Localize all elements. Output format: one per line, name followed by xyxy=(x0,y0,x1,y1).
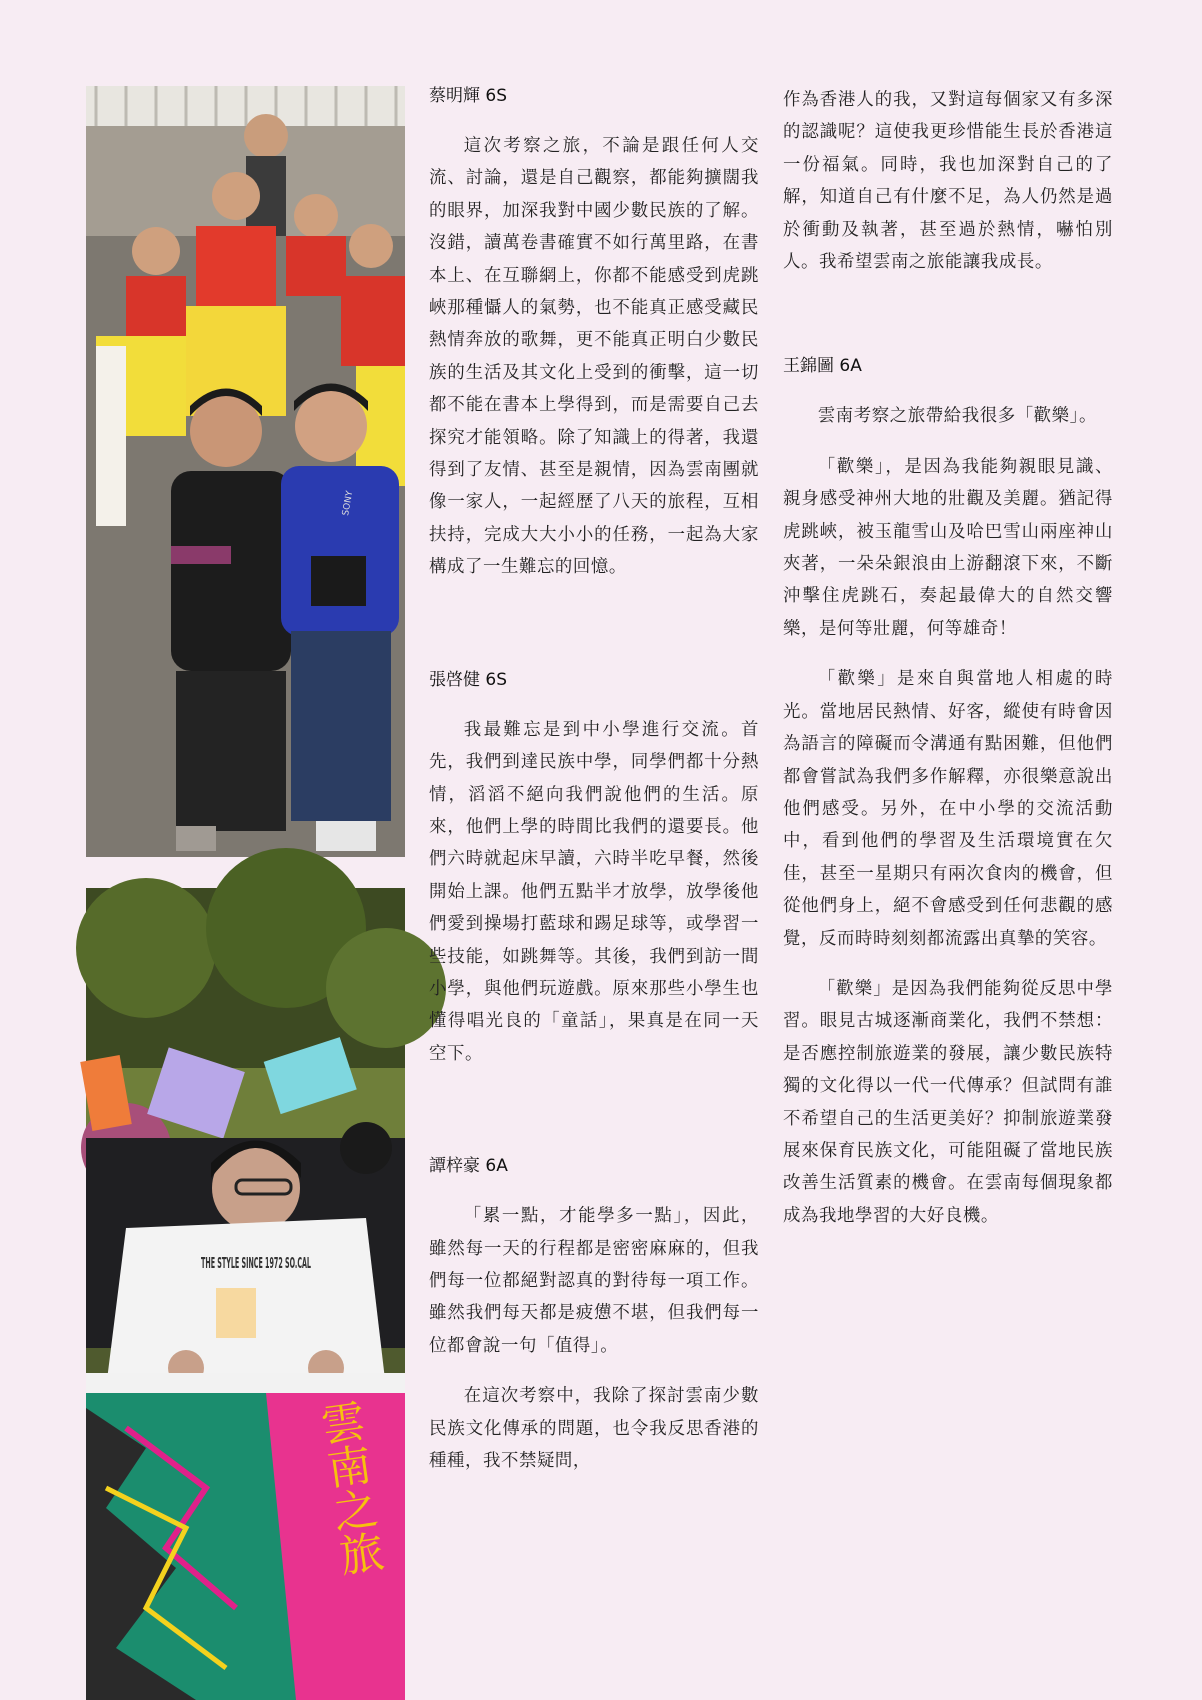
text-column-left xyxy=(429,84,759,1495)
essay-paragraph: 「歡樂」是因為我們能夠從反思中學習。眼見古城逐漸商業化，我們不禁想：是否應控制旅遊業的發展，讓少數民族特獨的文化得以一代一代傳承？但試問有誰不希望自己的生活更美好？抑制旅遊業發展來保育民族文化，可能阻礙了當地民族改善生活質素的機會。在雲南每個現象都成為我地學習的大好良機。 xyxy=(783,978,1113,1226)
essay-author: 譚梓豪 6A xyxy=(429,1156,508,1177)
camera-strap-text: SONY xyxy=(341,490,356,517)
photo-students-with-children xyxy=(86,86,405,857)
essay-paragraph: 「累一點，才能學多一點」，因此，雖然每一天的行程都是密密麻麻的，但我們每一位都絕對認真的對待每一項工作。雖然我們每天都是疲憊不堪，但我們每一位都會說一句「值得」。 xyxy=(429,1206,759,1356)
essay-paragraph: 「歡樂」是來自與當地人相處的時光。當地居民熱情、好客，縱使有時會因為語言的障礙而令溝通有點困難，但他們都會嘗試為我們多作解釋，亦很樂意說出他們感受。另外，在中小學的交流活動中，看到他們的學習及生活環境實在欠佳，甚至一星期只有兩次食肉的機會，但從他們身上，絕不會感受到任何悲觀的感覺，反而時時刻刻都流露出真摯的笑容。 xyxy=(783,669,1113,949)
essay-paragraph: 我最難忘是到中小學進行交流。首先，我們到達民族中學，同學們都十分熱情，滔滔不絕向我們說他們的生活。原來，他們上學的時間比我們的還要長。他們六時就起床早讀，六時半吃早餐，然後開始上課。他們五點半才放學，放學後他們愛到操場打藍球和踢足球等，或學習一些技能，如跳舞等。其後，我們到訪一間小學，與他們玩遊戲。原來那些小學生也懂得唱光良的「童話」，果真是在同一天空下。 xyxy=(429,719,759,1064)
essay-paragraph: 雲南考察之旅帶給我很多「歡樂」。 xyxy=(817,406,1097,427)
text-column-right xyxy=(783,84,1113,1250)
photo-student-with-banner xyxy=(86,888,405,1700)
essay-paragraph: 這次考察之旅，不論是跟任何人交流、討論，還是自己觀察，都能夠擴闊我的眼界，加深我對中國少數民族的了解。沒錯，讀萬卷書確實不如行萬里路，在書本上、在互聯網上，你都不能感受到虎跳峽那種懾人的氣勢，也不能真正感受藏民熱情奔放的歌舞，更不能真正明白少數民族的生活及其文化上受到的衝擊，這一切都不能在書本上學得到，而是需要自己去探究才能領略。除了知識上的得著，我還得到了友情、甚至是親情，因為雲南團就像一家人，一起經歷了八天的旅程，互相扶持，完成大大小小的任務，一起為大家構成了一生難忘的回憶。 xyxy=(429,136,759,578)
shirt-print-text: THE STYLE SINCE 1972 SO.CAL xyxy=(201,1254,312,1272)
essay-paragraph: 在這次考察中，我除了探討雲南少數民族文化傳承的問題，也令我反思香港的種種，我不禁疑問， xyxy=(429,1386,759,1471)
essay-paragraph: 「歡樂」，是因為我能夠親眼見識、親身感受神州大地的壯觀及美麗。猶記得虎跳峽，被玉龍雪山及哈巴雪山兩座神山夾著，一朵朵銀浪由上游翻滾下來，不斷沖擊住虎跳石，奏起最偉大的自然交響樂，是何等壯麗，何等雄奇！ xyxy=(783,456,1113,639)
essay-author: 蔡明輝 6S xyxy=(429,86,508,106)
essay-paragraph-continued: 作為香港人的我，又對這每個家又有多深的認識呢？這使我更珍惜能生長於香港這一份福氣。同時，我也加深對自己的了解，知道自己有什麼不足，為人仍然是過於衝動及執著，甚至過於熱情，嚇怕別人。我希望雲南之旅能讓我成長。 xyxy=(783,90,1113,273)
essay-author: 王錦圖 6A xyxy=(783,356,862,377)
essay-author: 張啓健 6S xyxy=(429,669,508,690)
banner-text: 雲南之旅 xyxy=(310,1397,386,1579)
